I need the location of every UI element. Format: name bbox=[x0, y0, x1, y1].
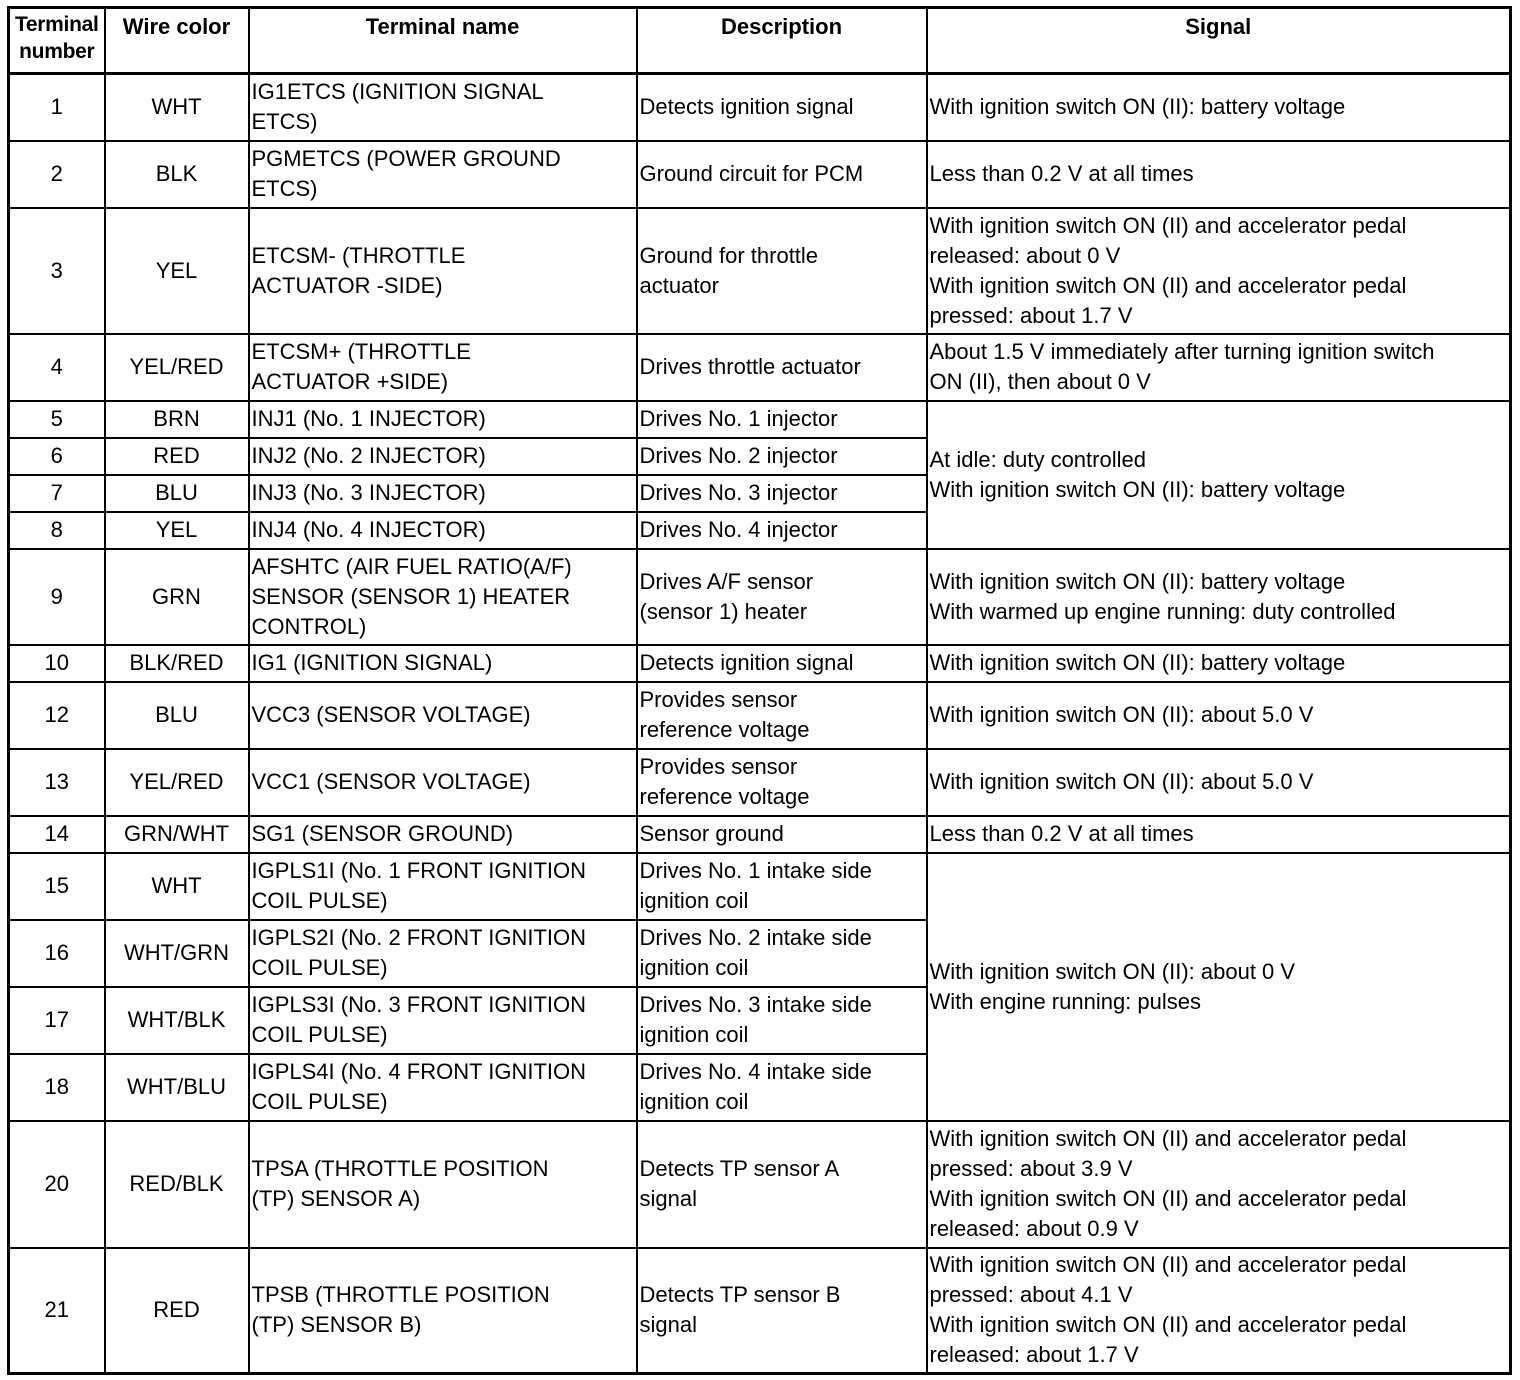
terminal-name: IGPLS1I (No. 1 FRONT IGNITION COIL PULSE) bbox=[249, 853, 637, 920]
wire-color: RED/BLK bbox=[105, 1121, 249, 1248]
header-wire-color: Wire color bbox=[105, 8, 249, 74]
description: Drives No. 2 intake side ignition coil bbox=[637, 920, 927, 987]
terminal-number: 14 bbox=[9, 816, 105, 853]
wire-color: BLU bbox=[105, 475, 249, 512]
table-row bbox=[9, 749, 1511, 816]
terminal-name: IGPLS3I (No. 3 FRONT IGNITION COIL PULSE) bbox=[249, 987, 637, 1054]
description: Drives No. 3 intake side ignition coil bbox=[637, 987, 927, 1054]
wire-color: YEL bbox=[105, 208, 249, 334]
terminal-name: ETCSM- (THROTTLE ACTUATOR -SIDE) bbox=[249, 208, 637, 334]
wire-color: YEL/RED bbox=[105, 334, 249, 401]
wire-color: YEL bbox=[105, 512, 249, 549]
terminal-name: INJ3 (No. 3 INJECTOR) bbox=[249, 475, 637, 512]
terminal-number: 1 bbox=[9, 74, 105, 141]
header-terminal-name: Terminal name bbox=[249, 8, 637, 74]
terminal-number: 20 bbox=[9, 1121, 105, 1248]
table-row bbox=[9, 682, 1511, 749]
terminal-table bbox=[7, 6, 1512, 1375]
terminal-name: ETCSM+ (THROTTLE ACTUATOR +SIDE) bbox=[249, 334, 637, 401]
wire-color: GRN/WHT bbox=[105, 816, 249, 853]
wire-color: WHT/GRN bbox=[105, 920, 249, 987]
description: Drives No. 1 injector bbox=[637, 401, 927, 438]
terminal-number: 17 bbox=[9, 987, 105, 1054]
terminal-name: IGPLS2I (No. 2 FRONT IGNITION COIL PULSE) bbox=[249, 920, 637, 987]
wire-color: YEL/RED bbox=[105, 749, 249, 816]
description: Detects TP sensor A signal bbox=[637, 1121, 927, 1248]
description: Drives No. 3 injector bbox=[637, 475, 927, 512]
table-row bbox=[9, 141, 1511, 208]
description: Drives No. 2 injector bbox=[637, 438, 927, 475]
terminal-name: INJ4 (No. 4 INJECTOR) bbox=[249, 512, 637, 549]
description: Detects ignition signal bbox=[637, 645, 927, 682]
signal: With ignition switch ON (II): battery voltage bbox=[927, 645, 1511, 682]
wire-color: RED bbox=[105, 438, 249, 475]
signal: Less than 0.2 V at all times bbox=[927, 816, 1511, 853]
terminal-name: TPSA (THROTTLE POSITION (TP) SENSOR A) bbox=[249, 1121, 637, 1248]
terminal-number: 3 bbox=[9, 208, 105, 334]
wire-color: WHT/BLK bbox=[105, 987, 249, 1054]
terminal-number: 2 bbox=[9, 141, 105, 208]
terminal-number: 15 bbox=[9, 853, 105, 920]
table-row bbox=[9, 334, 1511, 401]
description: Drives No. 4 intake side ignition coil bbox=[637, 1054, 927, 1121]
signal-injectors: At idle: duty controlled With ignition switch ON (II): battery voltage bbox=[927, 401, 1511, 549]
signal: Less than 0.2 V at all times bbox=[927, 141, 1511, 208]
terminal-number: 7 bbox=[9, 475, 105, 512]
terminal-name: TPSB (THROTTLE POSITION (TP) SENSOR B) bbox=[249, 1248, 637, 1374]
description: Drives A/F sensor (sensor 1) heater bbox=[637, 549, 927, 645]
wire-color: WHT/BLU bbox=[105, 1054, 249, 1121]
header-description: Description bbox=[637, 8, 927, 74]
table-row bbox=[9, 816, 1511, 853]
terminal-name: IG1ETCS (IGNITION SIGNAL ETCS) bbox=[249, 74, 637, 141]
description: Ground circuit for PCM bbox=[637, 141, 927, 208]
description: Provides sensor reference voltage bbox=[637, 682, 927, 749]
wire-color: RED bbox=[105, 1248, 249, 1374]
terminal-number: 5 bbox=[9, 401, 105, 438]
signal: With ignition switch ON (II): about 5.0 V bbox=[927, 749, 1511, 816]
terminal-number: 10 bbox=[9, 645, 105, 682]
signal: With ignition switch ON (II): about 5.0 V bbox=[927, 682, 1511, 749]
header-row bbox=[9, 8, 1511, 74]
terminal-number: 8 bbox=[9, 512, 105, 549]
table-row bbox=[9, 401, 1511, 438]
description: Drives No. 4 injector bbox=[637, 512, 927, 549]
wire-color: GRN bbox=[105, 549, 249, 645]
terminal-number: 6 bbox=[9, 438, 105, 475]
signal: With ignition switch ON (II): battery voltage With warmed up engine running: duty controlled bbox=[927, 549, 1511, 645]
terminal-number: 9 bbox=[9, 549, 105, 645]
description: Ground for throttle actuator bbox=[637, 208, 927, 334]
wire-color: WHT bbox=[105, 853, 249, 920]
signal: With ignition switch ON (II): battery voltage bbox=[927, 74, 1511, 141]
description: Drives No. 1 intake side ignition coil bbox=[637, 853, 927, 920]
header-terminal-number: Terminal number bbox=[9, 8, 105, 74]
wire-color: BLU bbox=[105, 682, 249, 749]
terminal-name: VCC3 (SENSOR VOLTAGE) bbox=[249, 682, 637, 749]
description: Provides sensor reference voltage bbox=[637, 749, 927, 816]
terminal-name: AFSHTC (AIR FUEL RATIO(A/F) SENSOR (SENSOR 1) HEATER CONTROL) bbox=[249, 549, 637, 645]
terminal-number: 16 bbox=[9, 920, 105, 987]
terminal-name: IG1 (IGNITION SIGNAL) bbox=[249, 645, 637, 682]
terminal-name: INJ2 (No. 2 INJECTOR) bbox=[249, 438, 637, 475]
terminal-name: PGMETCS (POWER GROUND ETCS) bbox=[249, 141, 637, 208]
table-row bbox=[9, 645, 1511, 682]
table-row bbox=[9, 74, 1511, 141]
wire-color: BLK bbox=[105, 141, 249, 208]
wire-color: WHT bbox=[105, 74, 249, 141]
table-row bbox=[9, 1248, 1511, 1374]
description: Detects ignition signal bbox=[637, 74, 927, 141]
signal: About 1.5 V immediately after turning ignition switch ON (II), then about 0 V bbox=[927, 334, 1511, 401]
terminal-number: 18 bbox=[9, 1054, 105, 1121]
terminal-number: 13 bbox=[9, 749, 105, 816]
signal: With ignition switch ON (II) and accelerator pedal released: about 0 V With ignition switch ON (II) and accelerator pedal pressed: about 1.7 V bbox=[927, 208, 1511, 334]
table-row bbox=[9, 1121, 1511, 1248]
terminal-name: INJ1 (No. 1 INJECTOR) bbox=[249, 401, 637, 438]
description: Drives throttle actuator bbox=[637, 334, 927, 401]
signal: With ignition switch ON (II) and accelerator pedal pressed: about 4.1 V With ignition switch ON (II) and accelerator pedal released: about 1.7 V bbox=[927, 1248, 1511, 1374]
table-row bbox=[9, 853, 1511, 920]
wire-color: BRN bbox=[105, 401, 249, 438]
terminal-number: 12 bbox=[9, 682, 105, 749]
terminal-number: 21 bbox=[9, 1248, 105, 1374]
terminal-number: 4 bbox=[9, 334, 105, 401]
table-row bbox=[9, 208, 1511, 334]
terminal-name: SG1 (SENSOR GROUND) bbox=[249, 816, 637, 853]
terminal-name: IGPLS4I (No. 4 FRONT IGNITION COIL PULSE) bbox=[249, 1054, 637, 1121]
header-signal: Signal bbox=[927, 8, 1511, 74]
signal: With ignition switch ON (II) and accelerator pedal pressed: about 3.9 V With ignition switch ON (II) and accelerator pedal released: about 0.9 V bbox=[927, 1121, 1511, 1248]
description: Sensor ground bbox=[637, 816, 927, 853]
wire-color: BLK/RED bbox=[105, 645, 249, 682]
description: Detects TP sensor B signal bbox=[637, 1248, 927, 1374]
signal-ignition-coils: With ignition switch ON (II): about 0 V With engine running: pulses bbox=[927, 853, 1511, 1121]
terminal-name: VCC1 (SENSOR VOLTAGE) bbox=[249, 749, 637, 816]
table-row bbox=[9, 549, 1511, 645]
